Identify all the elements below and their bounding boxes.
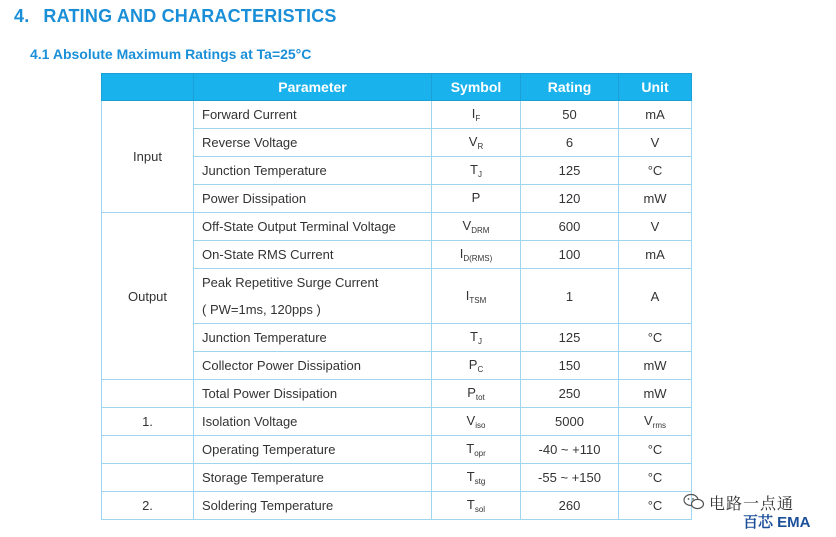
parameter-cell: Operating Temperature xyxy=(194,436,432,464)
group-output: Output xyxy=(102,213,194,380)
parameter-cell: Isolation Voltage xyxy=(194,408,432,436)
unit-cell: V xyxy=(619,129,692,157)
rating-cell: -40 ~ +110 xyxy=(521,436,619,464)
unit-cell: mA xyxy=(619,101,692,129)
section-number: 4. xyxy=(14,6,30,26)
unit-cell: °C xyxy=(619,324,692,352)
parameter-cell: Storage Temperature xyxy=(194,464,432,492)
rating-cell: 125 xyxy=(521,324,619,352)
symbol-cell: $V_R$ xyxy=(432,129,521,157)
parameter-cell: Collector Power Dissipation xyxy=(194,352,432,380)
rating-cell: 6 xyxy=(521,129,619,157)
wechat-icon xyxy=(683,493,705,511)
rating-cell: 100 xyxy=(521,241,619,269)
rating-cell: 1 xyxy=(521,269,619,324)
unit-cell: °C xyxy=(619,436,692,464)
parameter-cell: On-State RMS Current xyxy=(194,241,432,269)
parameter-cell: Junction Temperature xyxy=(194,157,432,185)
unit-cell: °C xyxy=(619,157,692,185)
parameter-cell: Forward Current xyxy=(194,101,432,129)
unit-cell: °C xyxy=(619,492,692,520)
symbol-cell: $I_{TSM}$ xyxy=(432,269,521,324)
unit-cell: mW xyxy=(619,185,692,213)
symbol-cell: $P_{tot}$ xyxy=(432,380,521,408)
table-row xyxy=(102,408,692,436)
symbol-cell: $T_{sol}$ xyxy=(432,492,521,520)
group-input: Input xyxy=(102,101,194,213)
parameter-cell: Off-State Output Terminal Voltage xyxy=(194,213,432,241)
parameter-line: Peak Repetitive Surge Current xyxy=(202,275,379,290)
header-symbol: Symbol xyxy=(432,74,521,101)
section-title: RATING AND CHARACTERISTICS xyxy=(43,6,337,26)
header-rating: Rating xyxy=(521,74,619,101)
unit-cell: V xyxy=(619,213,692,241)
rating-cell: 600 xyxy=(521,213,619,241)
unit-cell: °C xyxy=(619,464,692,492)
symbol-cell: $I_{D(RMS)}$ xyxy=(432,241,521,269)
rating-cell: 150 xyxy=(521,352,619,380)
parameter-cell: Reverse Voltage xyxy=(194,129,432,157)
table-row xyxy=(102,101,692,129)
symbol-cell: $I_F$ xyxy=(432,101,521,129)
symbol-cell: $T_{opr}$ xyxy=(432,436,521,464)
ratings-table xyxy=(101,73,692,520)
group-empty xyxy=(102,380,194,408)
unit-cell: $V_{rms}$ xyxy=(619,408,692,436)
unit-cell: mW xyxy=(619,380,692,408)
parameter-cell: Soldering Temperature xyxy=(194,492,432,520)
parameter-cell: Power Dissipation xyxy=(194,185,432,213)
table-header-row xyxy=(102,74,692,101)
group-empty xyxy=(102,464,194,492)
symbol-cell: $T_{stg}$ xyxy=(432,464,521,492)
header-unit: Unit xyxy=(619,74,692,101)
watermark-text: 电路一点通 xyxy=(709,496,795,513)
symbol-cell: $V_{DRM}$ xyxy=(432,213,521,241)
parameter-cell: Total Power Dissipation xyxy=(194,380,432,408)
parameter-note: ( PW=1ms, 120pps ) xyxy=(202,302,321,317)
table-row xyxy=(102,213,692,241)
rating-cell: 125 xyxy=(521,157,619,185)
table-row xyxy=(102,380,692,408)
subsection-heading: 4.1 Absolute Maximum Ratings at Ta=25°C xyxy=(30,46,312,62)
watermark xyxy=(683,491,831,531)
symbol-cell: P xyxy=(432,185,521,213)
header-group xyxy=(102,74,194,101)
unit-cell: mW xyxy=(619,352,692,380)
rating-cell: -55 ~ +150 xyxy=(521,464,619,492)
symbol-cell: $T_J$ xyxy=(432,157,521,185)
group-1: 1. xyxy=(102,408,194,436)
rating-cell: 5000 xyxy=(521,408,619,436)
watermark-brand: 百芯 EMA xyxy=(743,514,811,531)
table-row xyxy=(102,492,692,520)
unit-cell: A xyxy=(619,269,692,324)
symbol-cell: $P_C$ xyxy=(432,352,521,380)
rating-cell: 250 xyxy=(521,380,619,408)
section-heading xyxy=(14,6,337,27)
table-row xyxy=(102,464,692,492)
parameter-cell: Junction Temperature xyxy=(194,324,432,352)
symbol-cell: $T_J$ xyxy=(432,324,521,352)
group-empty xyxy=(102,436,194,464)
rating-cell: 50 xyxy=(521,101,619,129)
group-2: 2. xyxy=(102,492,194,520)
parameter-cell xyxy=(194,269,432,324)
unit-cell: mA xyxy=(619,241,692,269)
table-row xyxy=(102,436,692,464)
rating-cell: 260 xyxy=(521,492,619,520)
rating-cell: 120 xyxy=(521,185,619,213)
symbol-cell: $V_{iso}$ xyxy=(432,408,521,436)
header-parameter: Parameter xyxy=(194,74,432,101)
